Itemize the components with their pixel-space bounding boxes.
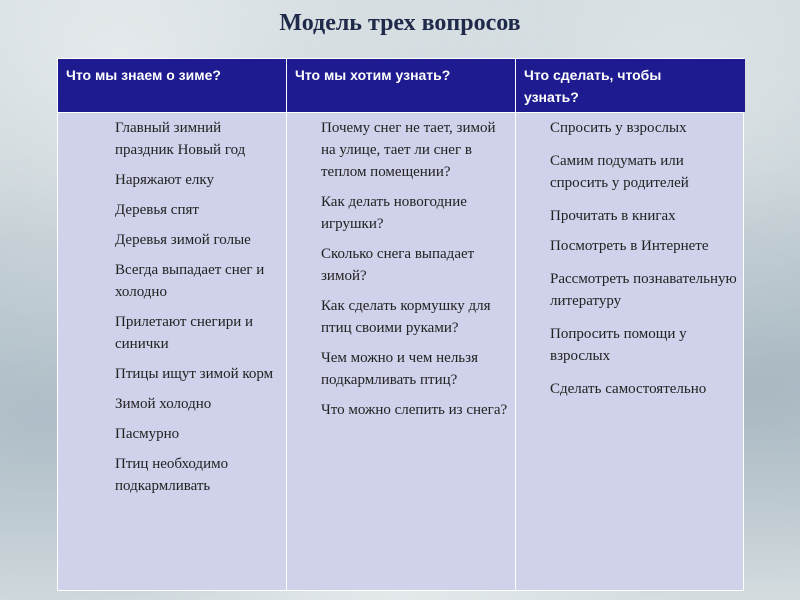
list-item: Главный зимний праздник Новый год (115, 120, 246, 158)
list-item: Пасмурно (115, 426, 180, 442)
list-item: Птицы ищут зимой корм (115, 366, 274, 382)
list-item: Всегда выпадает снег и холодно (115, 262, 265, 300)
header-know: Что мы знаем о зиме? (58, 59, 287, 112)
list-item: Птиц необходимо подкармливать (115, 456, 229, 494)
list-item: Посмотреть в Интернете (550, 238, 709, 254)
list-item: Что можно слепить из снега? (321, 402, 508, 418)
list-item: Наряжают елку (115, 172, 214, 188)
list-item: Деревья зимой голые (115, 232, 251, 248)
slide-title: Модель трех вопросов (279, 10, 521, 36)
three-questions-table (57, 58, 744, 591)
list-item: Попросить помощи у взрослых (550, 326, 687, 364)
list-item: Деревья спят (115, 202, 199, 218)
column-how (516, 112, 745, 590)
list-item: Зимой холодно (115, 396, 212, 412)
list-item: Сколько снега выпадает зимой? (321, 246, 475, 284)
list-item: Прочитать в книгах (550, 208, 676, 224)
list-item: Как сделать кормушку для птиц своими руками? (321, 298, 491, 336)
list-item: Спросить у взрослых (550, 120, 687, 136)
list-item: Прилетают снегири и синички (115, 314, 254, 352)
list-item: Рассмотреть познавательную литературу (550, 271, 737, 309)
list-item: Сделать самостоятельно (550, 381, 707, 397)
header-want: Что мы хотим узнать? (287, 59, 516, 112)
list-item: Чем можно и чем нельзя подкармливать птиц? (321, 350, 478, 388)
header-how: Что сделать, чтобы узнать? (516, 59, 745, 112)
list-item: Почему снег не тает, зимой на улице, тает ли снег в теплом помещении? (321, 120, 496, 180)
list-item: Как делать новогодние игрушки? (321, 194, 467, 232)
column-know (58, 112, 287, 590)
list-item: Самим подумать или спросить у родителей (550, 153, 689, 191)
column-want (287, 112, 516, 590)
